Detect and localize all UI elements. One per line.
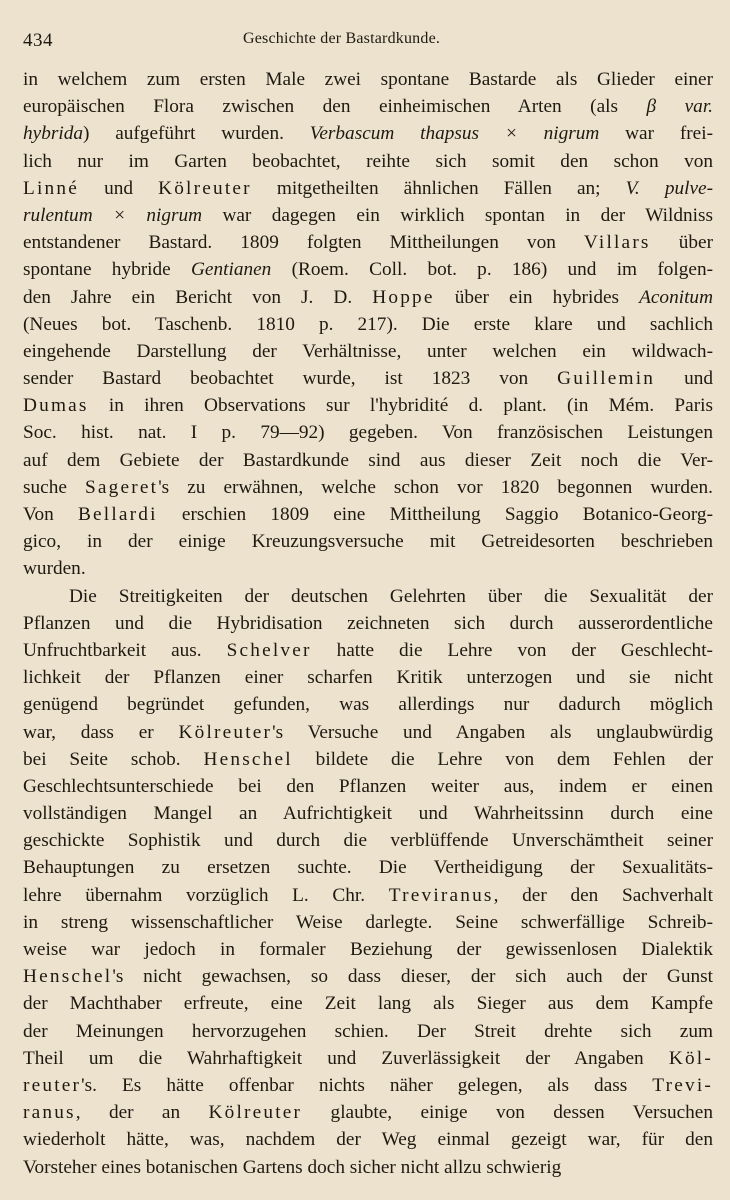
text-run: und [78, 177, 159, 199]
text-run: Unfruchtbarkeit aus. [23, 639, 227, 661]
text-line [23, 1099, 713, 1126]
text-run: spontane hybride [23, 259, 191, 281]
text-line [23, 202, 713, 229]
text-run: genügend begründet gefunden, was allerdings nur dadurch möglich [23, 694, 713, 716]
text-line [23, 610, 713, 637]
italic-text: Verbascum thapsus × nigrum [309, 123, 600, 145]
text-line [23, 555, 713, 582]
text-run: ) aufgeführt wurden. [82, 123, 310, 145]
text-run: weise war jedoch in formaler Beziehung der gewissenlosen Dialektik [23, 939, 713, 960]
text-run: Vorsteher eines botanischen Gartens doch sicher nicht allzu schwierig [23, 1156, 562, 1178]
text-run: bildete die Lehre von dem Fehlen der [292, 748, 714, 770]
text-run: über ein hybrides [434, 286, 640, 308]
spaced-name: Köl- [668, 1047, 713, 1069]
text-line [23, 664, 713, 691]
text-line [23, 746, 713, 773]
spaced-name: Trevi- [652, 1074, 713, 1096]
text-run: auf dem Gebiete der Bastardkunde sind aus dieser Zeit noch die Ver- [23, 449, 713, 471]
text-line [23, 229, 713, 256]
italic-text: rulentum × nigrum [23, 204, 203, 226]
text-run: Die Streitigkeiten der deutschen Gelehrten über die Sexualität der [69, 585, 713, 607]
text-line [23, 1154, 713, 1181]
page-number: 434 [23, 30, 53, 51]
text-line [23, 691, 713, 718]
spaced-name: Kölreuter [158, 177, 252, 199]
text-run: der Meinungen hervorzugehen schien. Der Streit drehte sich zum [23, 1020, 713, 1042]
text-line [23, 990, 713, 1017]
text-run: 's zu erwähnen, welche schon vor 1820 begonnen wurden. [158, 476, 713, 498]
spaced-name: Schelver [226, 639, 312, 661]
spaced-name: Bellardi [77, 504, 158, 525]
text-line [23, 583, 713, 610]
spaced-name: Dumas [23, 395, 89, 417]
text-line [23, 474, 713, 501]
text-run: in streng wissenschaftlicher Weise darlegte. Seine schwerfällige Schreib- [23, 911, 713, 933]
text-run: eingehende Darstellung der Verhältnisse, unter welchen ein wildwach- [23, 340, 713, 362]
italic-text: V. pulve- [625, 177, 713, 199]
text-run: lichkeit der Pflanzen einer scharfen Kritik unterzogen und sie nicht [23, 667, 713, 689]
running-head: Geschichte der Bastardkunde. [243, 30, 441, 47]
text-run: der Machthaber erfreute, eine Zeit lang als Sieger aus dem Kampfe [23, 993, 713, 1015]
text-run: mitgetheilten ähnlichen Fällen an; [251, 177, 626, 199]
text-run: war frei- [599, 123, 713, 145]
text-run: Von [23, 504, 78, 525]
text-run: sender Bastard beobachtet wurde, ist 1823 von [23, 368, 558, 390]
text-run: wiederholt hätte, was, nachdem der Weg einmal gezeigt war, für den [23, 1129, 713, 1151]
text-line [23, 936, 713, 963]
text-run: glaubte, einige von dessen Versuchen [302, 1102, 713, 1124]
text-line [23, 719, 713, 746]
text-line [23, 773, 713, 800]
text-run: entstandener Bastard. 1809 folgten Mittheilungen von [23, 232, 584, 254]
text-run: (Neues bot. Taschenb. 1810 p. 217). Die erste klare und sachlich [23, 313, 713, 335]
text-run: über [650, 232, 713, 254]
text-run: erschien 1809 eine Mittheilung Saggio Botanico-Georg- [157, 504, 713, 525]
text-run: europäischen Flora zwischen den einheimischen Arten (als [23, 96, 647, 118]
text-run: , der an [75, 1102, 209, 1124]
text-line [23, 528, 713, 555]
text-run: war dagegen ein wirklich spontan in der Wildniss [202, 204, 713, 226]
text-line [23, 447, 713, 474]
spaced-name: Villars [583, 232, 651, 254]
text-run: in welchem zum ersten Male zwei spontane Bastarde als Glieder einer [23, 69, 713, 90]
text-run: geschickte Sophistik und durch die verblüffende Unverschämtheit seiner [23, 830, 713, 852]
text-run: den Jahre ein Bericht von J. D. [23, 286, 373, 308]
text-line [23, 148, 713, 175]
text-run: 's Versuche und Angaben als unglaubwürdig [272, 721, 713, 743]
text-run: vollständigen Mangel an Aufrichtigkeit und Wahrheitssinn durch eine [23, 803, 713, 825]
text-line [23, 392, 713, 419]
text-line [23, 284, 713, 311]
body-text [23, 66, 713, 1181]
text-line [23, 854, 713, 881]
text-run: hatte die Lehre von der Geschlecht- [311, 639, 713, 661]
text-line [23, 120, 713, 147]
text-line [23, 256, 713, 283]
text-line [23, 365, 713, 392]
italic-text: hybrida [23, 123, 83, 145]
spaced-name: Kölreuter [208, 1102, 303, 1124]
spaced-name: Henschel [23, 966, 113, 988]
text-run: Theil um die Wahrhaftigkeit und Zuverlässigkeit der Angaben [23, 1047, 669, 1069]
spaced-name: Treviranus [388, 884, 494, 906]
text-run: wurden. [23, 558, 86, 580]
text-line [23, 963, 713, 990]
text-run: 's. Es hätte offenbar nichts näher gelegen, als dass [81, 1074, 653, 1096]
text-line [23, 338, 713, 365]
spaced-name: Kölreuter [178, 721, 273, 743]
italic-text: Aconitum [639, 286, 713, 308]
text-run: (Roem. Coll. bot. p. 186) und im folgen- [271, 259, 713, 281]
text-run: Pflanzen und die Hybridisation zeichneten sich durch ausserordentliche [23, 612, 713, 634]
text-line [23, 1072, 713, 1099]
text-run: 's nicht gewachsen, so dass dieser, der sich auch der Gunst [112, 966, 713, 988]
text-line [23, 637, 713, 664]
text-run: gico, in der einige Kreuzungsversuche mit Getreidesorten beschrieben [23, 531, 713, 553]
text-line [23, 800, 713, 827]
text-line [23, 827, 713, 854]
italic-text: Gentianen [190, 259, 272, 281]
text-line [23, 419, 713, 446]
spaced-name: Sageret [84, 476, 159, 498]
text-line [23, 501, 713, 528]
text-run: bei Seite schob. [23, 748, 204, 770]
text-run: Geschlechtsunterschiede bei den Pflanzen weiter aus, indem er einen [23, 775, 713, 797]
spaced-name: Henschel [203, 748, 293, 770]
text-line [23, 311, 713, 338]
spaced-name: Linné [23, 177, 79, 199]
text-run: lich nur im Garten beobachtet, reihte sich somit den schon von [23, 150, 713, 172]
text-line [23, 1045, 713, 1072]
page-header [0, 30, 730, 52]
text-line [23, 1126, 713, 1153]
text-run: , der den Sachverhalt [493, 884, 713, 906]
text-run: suche [23, 476, 85, 498]
italic-text: β var. [646, 96, 713, 118]
text-line [23, 882, 713, 909]
text-line [23, 93, 713, 120]
text-run: und [655, 368, 713, 390]
spaced-name: Hoppe [372, 286, 435, 308]
text-line [23, 175, 713, 202]
spaced-name: reuter [23, 1074, 82, 1096]
spaced-name: Guillemin [557, 368, 656, 390]
text-line [23, 66, 713, 93]
text-run: Behauptungen zu ersetzen suchte. Die Vertheidigung der Sexualitäts- [23, 857, 713, 879]
text-run: Soc. hist. nat. I p. 79—92) gegeben. Von französischen Leistungen [23, 422, 713, 444]
text-line [23, 1018, 713, 1045]
text-run: war, dass er [23, 721, 179, 743]
text-run: lehre übernahm vorzüglich L. Chr. [23, 884, 389, 906]
text-run: in ihren Observations sur l'hybridité d. plant. (in Mém. Paris [88, 395, 713, 417]
spaced-name: ranus [23, 1102, 76, 1124]
text-line [23, 909, 713, 936]
